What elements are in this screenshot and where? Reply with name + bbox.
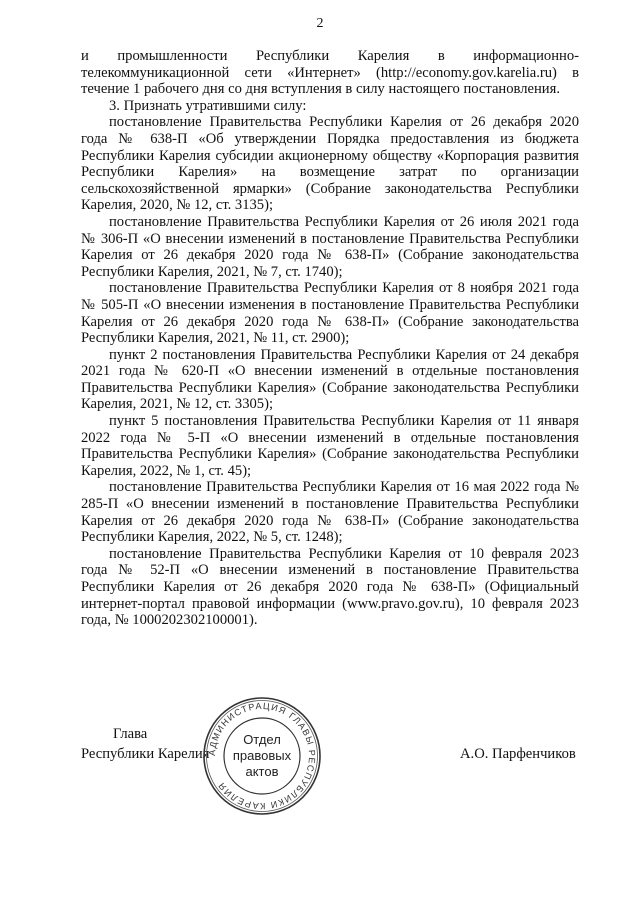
paragraph-repealed-2: постановление Правительства Республики Карелия от 26 июля 2021 года № 306-П «О внесении изменений в постановление Правительства Республики Карелия от 26 декабря 2020 года № 638-П» (Собрание законодательства Республики Карелия, 2021, № 7, ст. 1740); <box>81 213 579 280</box>
stamp-seal-icon <box>198 692 326 820</box>
paragraph-repealed-7: постановление Правительства Республики Карелия от 10 февраля 2023 года № 52-П «О внесении изменений в постановление Правительства Республики Карелия от 26 декабря 2020 года № 638-П» (Официальный интернет-портал правовой информации (www.pravo.gov.ru), 10 февраля 2023 года, № 1000202302100001). <box>81 545 579 629</box>
paragraph-repealed-1: постановление Правительства Республики Карелия от 26 декабря 2020 года № 638-П «Об утверждении Порядка предоставления из бюджета Республики Карелия субсидии акционерному обществу «Корпорация развития Республики Карелия» на возмещение затрат по организации сельскохозяйственной ярмарки» (Собрание законодательства Республики Карелия, 2020, № 12, ст. 3135); <box>81 114 579 214</box>
page-number: 2 <box>316 16 324 31</box>
paragraph-continuation: и промышленности Республики Карелия в информационно-телекоммуникационной сети «Интернет» (http://economy.gov.karelia.ru) в течение 1 рабочего дня со дня вступления в силу настоящего постановления. <box>81 48 579 98</box>
stamp-center-line2: правовых <box>232 748 292 763</box>
stamp-ring-text: АДМИНИСТРАЦИЯ ГЛАВЫ РЕСПУБЛИКИ КАРЕЛИЯ <box>206 700 318 812</box>
paragraph-repealed-3: постановление Правительства Республики Карелия от 8 ноября 2021 года № 505-П «О внесении изменения в постановление Правительства Республики Карелия от 26 декабря 2020 года № 638-П» (Собрание законодательства Республики Карелия, 2021, № 11, ст. 2900); <box>81 280 579 347</box>
document-body <box>81 48 579 629</box>
paragraph-repealed-6: постановление Правительства Республики Карелия от 16 мая 2022 года № 285-П «О внесении изменений в постановление Правительства Республики Карелия от 26 декабря 2020 года № 638-П» (Собрание законодательства Республики Карелия, 2022, № 5, ст. 1248); <box>81 479 579 546</box>
paragraph-item-3: 3. Признать утратившими силу: <box>109 97 307 114</box>
stamp-center-line1: Отдел <box>243 732 281 747</box>
paragraph-repealed-5: пункт 5 постановления Правительства Республики Карелия от 11 января 2022 года № 5-П «О внесении изменений в отдельные постановления Правительства Республики Карелия» (Собрание законодательства Республики Карелия, 2022, № 1, ст. 45); <box>81 413 579 479</box>
signature-title-line1: Глава <box>113 726 148 742</box>
signatory-name: А.О. Парфенчиков <box>460 746 576 762</box>
signature-title-line2: Республики Карелия <box>81 746 210 762</box>
paragraph-repealed-4: пункт 2 постановления Правительства Республики Карелия от 24 декабря 2021 года № 620-П «О внесении изменений в отдельные постановления Правительства Республики Карелия» (Собрание законодательства Республики Карелия, 2021, № 12, ст. 3305); <box>81 346 579 413</box>
stamp-center-line3: актов <box>245 764 279 779</box>
